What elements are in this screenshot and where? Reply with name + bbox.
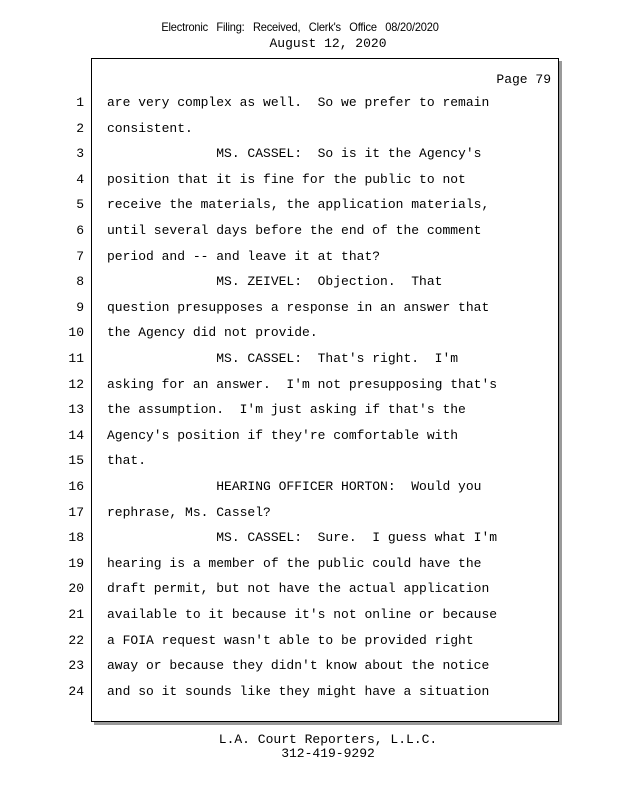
line-text: away or because they didn't know about the notice	[107, 658, 490, 674]
line-number: 9	[76, 299, 84, 315]
line-number: 4	[76, 171, 84, 187]
transcript-line	[0, 576, 560, 602]
line-text: Agency's position if they're comfortable with	[107, 427, 459, 443]
transcript-line	[0, 320, 560, 346]
line-number: 11	[68, 351, 84, 366]
line-number: 2	[76, 120, 84, 136]
transcript-line	[0, 167, 560, 193]
line-text: available to it because it's not online or because	[107, 607, 498, 622]
line-text: MS. ZEIVEL: Objection. That	[107, 274, 443, 290]
transcript-line	[0, 295, 560, 321]
line-number: 13	[68, 402, 84, 418]
transcript-line	[0, 448, 560, 474]
line-text: the Agency did not provide.	[107, 325, 318, 341]
transcript-line	[0, 269, 560, 295]
transcript-line	[0, 192, 560, 218]
line-text: asking for an answer. I'm not presupposing that's	[107, 376, 498, 392]
line-text: rephrase, Ms. Cassel?	[107, 504, 271, 520]
transcript-line	[0, 346, 560, 372]
line-number: 16	[68, 479, 84, 494]
transcript-line	[0, 397, 560, 423]
line-number: 12	[68, 376, 84, 392]
line-number: 8	[76, 274, 84, 290]
transcript-line	[0, 500, 560, 526]
line-number: 22	[68, 632, 84, 648]
line-text: MS. CASSEL: So is it the Agency's	[107, 146, 482, 162]
transcript-line	[0, 423, 560, 449]
transcript-line	[0, 244, 560, 270]
transcript-line	[0, 679, 560, 705]
line-text: the assumption. I'm just asking if that's the	[107, 402, 466, 418]
transcript-line	[0, 628, 560, 654]
line-number: 18	[68, 530, 84, 546]
line-text: hearing is a member of the public could have the	[107, 555, 482, 571]
line-text: MS. CASSEL: That's right. I'm	[107, 351, 459, 366]
line-number: 5	[76, 197, 84, 213]
page-number: Page 79	[496, 72, 551, 87]
transcript-line	[0, 372, 560, 398]
electronic-filing-stamp: Electronic Filing: Received, Clerk's Office 08/20/2020	[161, 20, 439, 34]
transcript-line	[0, 141, 560, 167]
transcript-line	[0, 653, 560, 679]
line-number: 17	[68, 504, 84, 520]
line-number: 19	[68, 555, 84, 571]
line-text: that.	[107, 453, 147, 469]
transcript-line	[0, 602, 560, 628]
line-text: period and -- and leave it at that?	[107, 248, 381, 264]
line-number: 6	[76, 223, 84, 238]
line-text: are very complex as well. So we prefer to remain	[107, 95, 490, 110]
line-number: 15	[68, 453, 84, 469]
transcript-line	[0, 116, 560, 142]
transcript-line	[0, 474, 560, 500]
transcript-line	[0, 218, 560, 244]
line-text: draft permit, but not have the actual application	[107, 581, 490, 597]
transcript-line	[0, 551, 560, 577]
court-reporter-company: L.A. Court Reporters, L.L.C.	[218, 732, 438, 747]
line-text: and so it sounds like they might have a situation	[107, 683, 490, 699]
line-text: consistent.	[107, 120, 193, 136]
line-number: 1	[76, 95, 84, 110]
line-text: until several days before the end of the comment	[107, 223, 482, 238]
line-number: 20	[68, 581, 84, 597]
line-number: 23	[68, 658, 84, 674]
line-text: HEARING OFFICER HORTON: Would you	[107, 479, 482, 494]
line-number: 21	[68, 607, 84, 622]
line-text: MS. CASSEL: Sure. I guess what I'm	[107, 530, 498, 546]
court-reporter-phone: 312-419-9292	[281, 746, 375, 761]
line-number: 24	[68, 683, 84, 699]
transcript-line	[0, 90, 560, 116]
transcript-date: August 12, 2020	[269, 36, 387, 51]
line-text: question presupposes a response in an answer that	[107, 299, 490, 315]
line-text: receive the materials, the application materials,	[107, 197, 490, 213]
line-text: position that it is fine for the public to not	[107, 171, 466, 187]
line-number: 10	[68, 325, 84, 341]
transcript-line	[0, 525, 560, 551]
line-number: 3	[76, 146, 84, 162]
line-number: 7	[76, 248, 84, 264]
line-number: 14	[68, 427, 84, 443]
line-text: a FOIA request wasn't able to be provided right	[107, 632, 474, 648]
